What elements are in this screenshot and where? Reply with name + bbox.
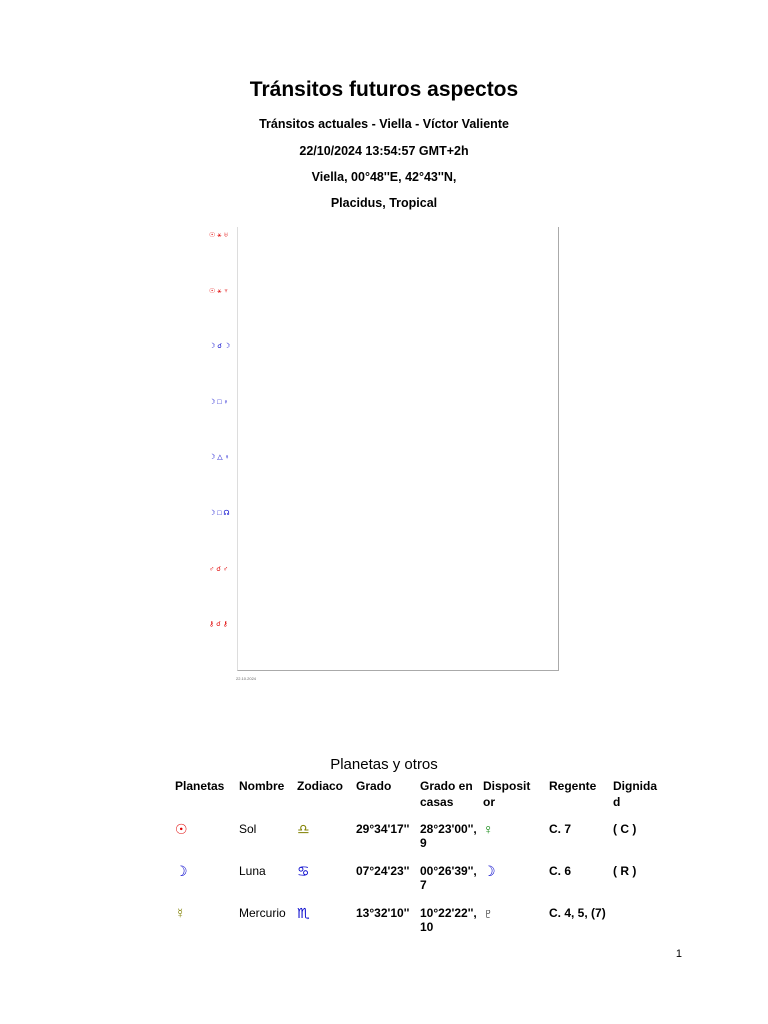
aspect-label: ☽ ☌ ☽ xyxy=(209,343,231,351)
table-row xyxy=(172,812,666,854)
chart-subtitle: Tránsitos actuales - Viella - Víctor Valiente xyxy=(259,117,509,131)
planet-glyph-icon: ☽ xyxy=(175,863,188,879)
col-header: Regente xyxy=(549,779,597,793)
dispositor-icon: ♇ xyxy=(483,905,494,921)
zodiac-sign-icon: ♎ xyxy=(297,821,310,837)
aspect-label: ⚷ ☌ ⚷ xyxy=(209,621,228,629)
planet-name: Mercurio xyxy=(239,906,286,920)
transit-timeline-chart xyxy=(237,227,559,671)
table-header-row xyxy=(172,776,666,812)
dignity-cell: ( R ) xyxy=(613,864,637,878)
page-title: Tránsitos futuros aspectos xyxy=(249,78,519,101)
col-header: Dignida d xyxy=(613,779,657,809)
planet-name: Sol xyxy=(239,822,257,836)
col-header: Grado xyxy=(356,779,392,793)
col-header: Planetas xyxy=(175,779,225,793)
table-row xyxy=(172,854,666,896)
planets-table xyxy=(172,776,666,938)
aspect-label: ☉ ⚹ ♆ xyxy=(209,287,229,295)
timeline-date-tick: 22.10.2024 xyxy=(236,676,257,681)
col-header: Grado en casas xyxy=(420,779,473,809)
page-number: 1 xyxy=(675,948,682,960)
planet-name: Luna xyxy=(239,864,266,878)
aspect-label: ☽ □ ♀ xyxy=(209,398,229,406)
dignity-cell: ( C ) xyxy=(613,822,637,836)
planet-glyph-icon: ☿ xyxy=(175,905,186,921)
house-degree-cell: 28°23'00'', 9 xyxy=(420,822,477,850)
house-system: Placidus, Tropical xyxy=(330,196,438,210)
chart-datetime: 22/10/2024 13:54:57 GMT+2h xyxy=(299,144,469,158)
dispositor-icon: ♀ xyxy=(483,821,494,837)
ruler-cell: C. 4, 5, (7) xyxy=(549,906,606,920)
house-degree-cell: 00°26'39'', 7 xyxy=(420,864,477,892)
col-header: Zodiaco xyxy=(297,779,344,793)
dignity-cell xyxy=(610,896,666,938)
planet-glyph-icon: ☉ xyxy=(175,821,188,837)
dispositor-icon: ☽ xyxy=(483,863,496,879)
zodiac-sign-icon: ♏ xyxy=(297,905,310,921)
aspect-label: ♂ ☌ ♂ xyxy=(209,565,229,573)
degree-cell: 13°32'10'' xyxy=(356,906,410,920)
section-title: Planetas y otros xyxy=(330,756,438,773)
table-row xyxy=(172,896,666,938)
chart-location: Viella, 00°48''E, 42°43''N, xyxy=(311,170,457,184)
aspect-label: ☽ △ ♀ xyxy=(209,454,230,462)
aspect-label: ☉ ⚹ ♅ xyxy=(209,232,229,239)
col-header: Disposit or xyxy=(483,779,531,809)
zodiac-sign-icon: ♋ xyxy=(297,863,310,879)
ruler-cell: C. 7 xyxy=(549,822,572,836)
col-header: Nombre xyxy=(239,779,285,793)
house-degree-cell: 10°22'22'', 10 xyxy=(420,906,477,934)
ruler-cell: C. 6 xyxy=(549,864,572,878)
degree-cell: 29°34'17'' xyxy=(356,822,410,836)
aspect-label: ☽ □ ☊ xyxy=(209,510,230,517)
degree-cell: 07°24'23'' xyxy=(356,864,410,878)
